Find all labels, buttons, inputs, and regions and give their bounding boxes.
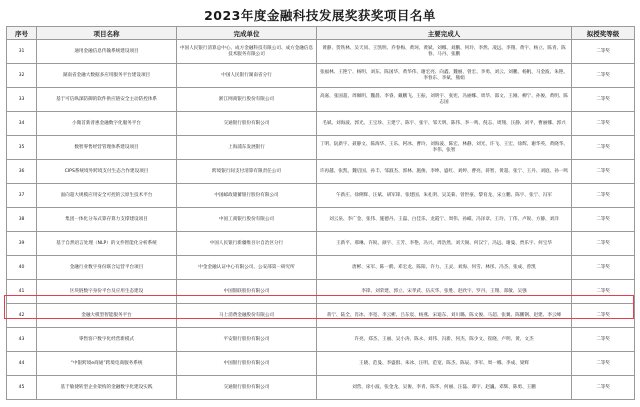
cell-unit: 交通银行股份有限公司 — [177, 112, 317, 136]
cell-main-people: 王晓、范曼、李盛群、朱冰、汪明、范宽、陈杰、陈辰、李军、周一娜、李成、梁辉 — [317, 352, 572, 376]
cell-award-level: 二等奖 — [572, 304, 635, 328]
cell-no: 33 — [7, 88, 37, 112]
cell-no: 37 — [7, 184, 37, 208]
cell-no: 42 — [7, 304, 37, 328]
cell-award-level: 二等奖 — [572, 184, 635, 208]
cell-unit: 马上消费金融股份有限公司 — [177, 304, 317, 328]
cell-unit: 中金金融认证中心有限公司、公安部第一研究所 — [177, 256, 317, 280]
table-row — [7, 304, 635, 328]
cell-award-level: 二等奖 — [572, 328, 635, 352]
cell-no: 41 — [7, 280, 37, 304]
cell-unit: 中国邮政储蓄银行股份有限公司 — [177, 184, 317, 208]
cell-project-name: 面向超大规模应用安全可控的云原生技术平台 — [37, 184, 177, 208]
cell-award-level: 二等奖 — [572, 160, 635, 184]
cell-project-name: 湖南省金融大数据多应用服务平台建设项目 — [37, 64, 177, 88]
cell-main-people: 蒋宁、陆全、肖冰、李宽、李云彬、吕东宸、杨燕、宋迪东、刘川璐、陈文俊、马超、张翼、陈鹏钢、赵建、李云峰 — [317, 304, 572, 328]
cell-unit: 平安银行股份有限公司 — [177, 328, 317, 352]
cell-award-level: 二等奖 — [572, 136, 635, 160]
cell-project-name: 区块链数字身份平台及应用生态建设 — [37, 280, 177, 304]
cell-main-people: 刘营、徐小波、张金龙、吴俊、李青、陈华、何丽、汪磊、谭宇、赵巍、邓辉、陈勇、王鹏 — [317, 376, 572, 400]
cell-award-level: 二等奖 — [572, 280, 635, 304]
cell-unit: 中国银联股份有限公司 — [177, 280, 317, 304]
cell-no: 38 — [7, 208, 37, 232]
cell-main-people: 丁明、阮新宇、聂静文、陈海华、王乐、阿冰、曹玲、刘海波、陈宏、林静、刘光、许飞、王宏、徐辉、谢华英、黄晓华、李伟、张智 — [317, 136, 572, 160]
table-row — [7, 352, 635, 376]
cell-award-level: 二等奖 — [572, 64, 635, 88]
table-row — [7, 112, 635, 136]
table-row — [7, 40, 635, 64]
cell-no: 31 — [7, 40, 37, 64]
cell-project-name: 通用金融信息传输系统建设项目 — [37, 40, 177, 64]
cell-award-level: 二等奖 — [572, 88, 635, 112]
cell-main-people: 高嘉、张国超、周佩明、魏晨、李睿、戴鹏飞、王振、刘明宇、张宪、冯丽娜、周华、邵文、王刚、柳宁、孙俊、黄明、陈志国 — [317, 88, 572, 112]
cell-project-name: 零售客户数字化经营新模式 — [37, 328, 177, 352]
cell-project-name: CIPS系统境外跨境支付生态合作建设项目 — [37, 160, 177, 184]
cell-unit: 中国银行股份有限公司 — [177, 352, 317, 376]
cell-main-people: 唐彬、宋军、陈一鹤、邓宏龙、陈阳、许力、王灵、刘海、何雪、林彤、冯杰、张成、曾凯 — [317, 256, 572, 280]
table-row — [7, 256, 635, 280]
cell-unit: 中国人民银行清算总中心、成方金融科技有限公司、成方金融信息技术服务有限公司 — [177, 40, 317, 64]
cell-no: 36 — [7, 160, 37, 184]
table-row — [7, 280, 635, 304]
cell-unit: 中国人民银行湖南省分行 — [177, 64, 317, 88]
page-title: 2023年度金融科技发展奖获奖项目名单 — [204, 8, 436, 23]
cell-award-level: 二等奖 — [572, 256, 635, 280]
cell-no: 34 — [7, 112, 37, 136]
table-row — [7, 376, 635, 400]
header-main-people: 主要完成人 — [317, 27, 572, 40]
cell-project-name: 金融大模型智能服务平台 — [37, 304, 177, 328]
cell-unit: 中国工商银行股份有限公司 — [177, 208, 317, 232]
table-row — [7, 208, 635, 232]
cell-unit: 交通银行股份有限公司 — [177, 376, 317, 400]
header-unit: 完成单位 — [177, 27, 317, 40]
cell-no: 35 — [7, 136, 37, 160]
cell-no: 39 — [7, 232, 37, 256]
cell-main-people: 张福林、王艳宁、杨明、刘东、陈国华、黄华伟、谢宏亮、向鑫、魏丽、曾宏、李勇、刘云、刘鹏、杨帆、马金波、朱艳、李春东、李斌、熊娟 — [317, 64, 572, 88]
cell-project-name: 基于自然语言处理（NLP）的文件智能化分析系统 — [37, 232, 177, 256]
table-row — [7, 88, 635, 112]
table-row — [7, 328, 635, 352]
cell-main-people: 许再越、张凯、魏启国、孙丰、邹淑杰、郭林、施俊、李坤、盛红、刘婷、曹亮、蒋智、黄超、张宁、王丹、刘庭、孙一鸣 — [317, 160, 572, 184]
cell-unit: 中国人民银行新疆维吾尔自治区分行 — [177, 232, 317, 256]
header-no: 序号 — [7, 27, 37, 40]
cell-project-name: 数智零售经营管理体系建设项目 — [37, 136, 177, 160]
cell-award-level: 二等奖 — [572, 40, 635, 64]
cell-award-level: 二等奖 — [572, 376, 635, 400]
table-row — [7, 136, 635, 160]
cell-main-people: 毛斌、刘海波、郭光、王宝珍、王建宁、陈宇、张宇、邹天明、陈伟、李一鸣、倪志、周翔、汪静、刘平、曹丽娜、郭兴 — [317, 112, 572, 136]
awards-table — [6, 26, 635, 400]
cell-award-level: 二等奖 — [572, 208, 635, 232]
cell-no: 40 — [7, 256, 37, 280]
cell-award-level: 二等奖 — [572, 352, 635, 376]
cell-main-people: 许亮、郑杰、王丽、吴小涛、陈永、刘伟、冯新、何杰、陈少文、崔晓、卢明、黄、文杰 — [317, 328, 572, 352]
cell-main-people: 午新庄、徐俐辉、汪斌、胡军锋、张建国、朱礼明、吴美菊、曾世豪、黎育龙、宋立鹏、陈宇、张宁、冯军 — [317, 184, 572, 208]
cell-unit: 上海浦东发展银行 — [177, 136, 317, 160]
cell-main-people: 刘云泉、李广金、张伟、施德丹、王磊、白佳乐、龙霞宁、周伟、孙嵘、冯泽章、王玲、丁伟、卢锐、方静、刘洋 — [317, 208, 572, 232]
cell-project-name: 基于可信纵深防御的软件供应链安全主动防控体系 — [37, 88, 177, 112]
cell-main-people: 黄静、贺铁林、吴天同、王凯明、乔春梅、黄珂、黄斌、刘娜、刘鹏、何玲、李然、凌远、李翔、黄宇、杨立、陈青、陈春、马丹、张鹏 — [317, 40, 572, 64]
cell-project-name: 集团一体化分布式算存算力支撑建设项目 — [37, 208, 177, 232]
header-project-name: 项目名称 — [37, 27, 177, 40]
cell-no: 43 — [7, 328, 37, 352]
cell-no: 32 — [7, 64, 37, 88]
table-row — [7, 64, 635, 88]
table-row — [7, 184, 635, 208]
cell-project-name: 金融行业数字身份联合运营平台项目 — [37, 256, 177, 280]
cell-unit: 跨境银行间支付清算有限责任公司 — [177, 160, 317, 184]
cell-project-name: 基于敏捷转型企业架构的金融数字化建设实践 — [37, 376, 177, 400]
cell-main-people: 李锋、刘荣建、郭立、宋孝武、伍庆华、张胜、赵欣宇、罗丹、王翔、郑敏、吴强 — [317, 280, 572, 304]
cell-award-level: 二等奖 — [572, 232, 635, 256]
table-row — [7, 232, 635, 256]
cell-award-level: 二等奖 — [572, 112, 635, 136]
table-row — [7, 160, 635, 184]
table-header-row — [7, 27, 635, 40]
cell-unit: 浙江网商银行股份有限公司 — [177, 88, 317, 112]
cell-project-name: 小微首新普惠金融数字化服务平台 — [37, 112, 177, 136]
cell-no: 45 — [7, 376, 37, 400]
cell-project-name: “中银跨境e商通”跨境电商服务系统 — [37, 352, 177, 376]
cell-no: 44 — [7, 352, 37, 376]
cell-main-people: 王新平、邢琳、许锐、颜宇、王芳、李艳、冯兴、周浩然、刘天锡、何汉宁、冯远、谢曼、贾乐宇、何宝华 — [317, 232, 572, 256]
header-award-level: 拟授奖等级 — [572, 27, 635, 40]
